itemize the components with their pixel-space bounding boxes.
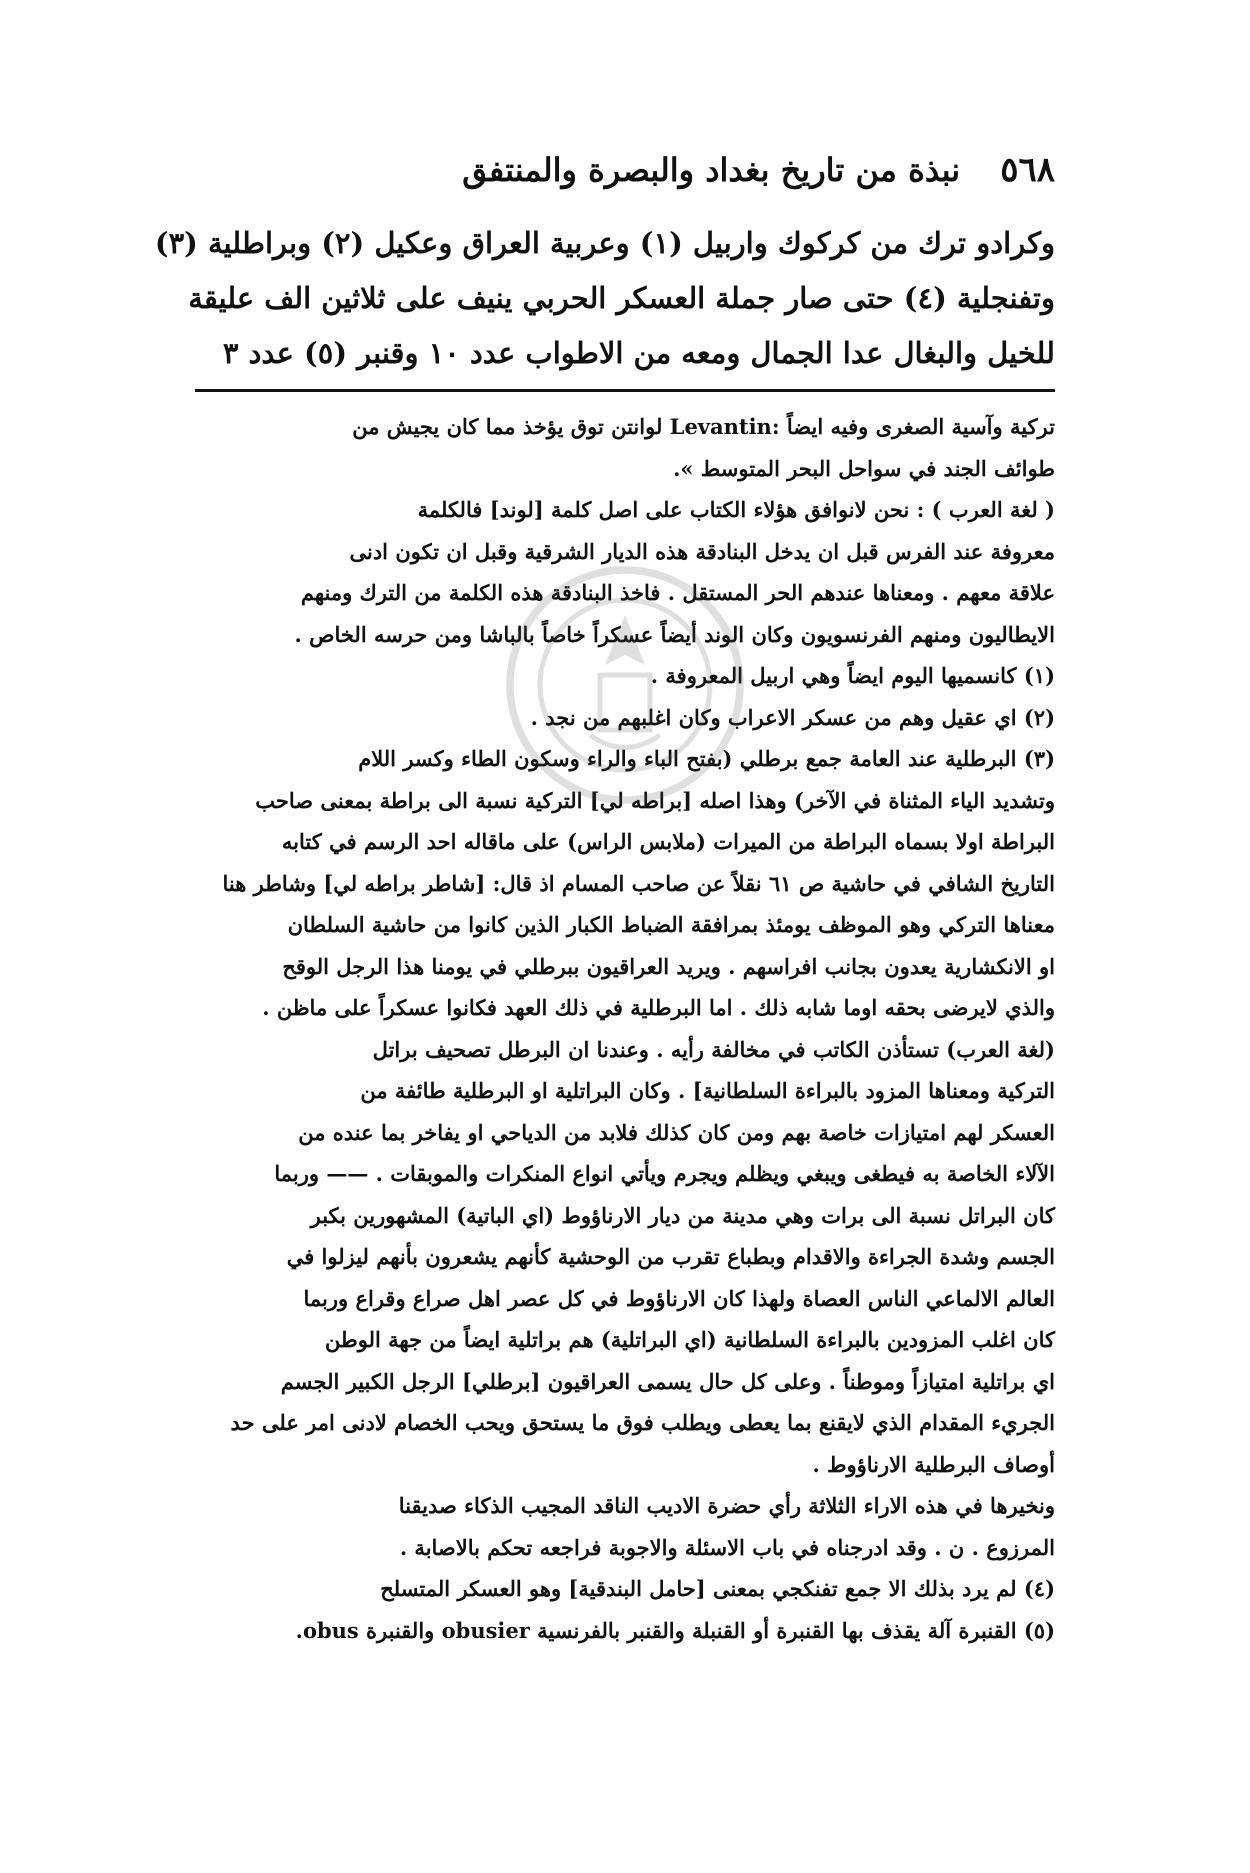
main-text-line: للخيل والبغال عدا الجمال ومعه من الاطواب عدد ١٠ وقنبر (٥) عدد ٣ [222,336,1055,370]
footnote-line: علاقة معهم . ومعناها عندهم الحر المستقل . فاخذ البنادقة هذه الكلمة من الترك ومنهم [300,580,1055,605]
footnote-line: الجسم وشدة الجراءة والاقدام وبطباع تقرب من الوحشية كأنهم يشعرون بأنهم ليزلوا في [286,1244,1055,1269]
footnote-line: اي براتلية امتيازاً وموطناً . وعلى كل حال يسمى العراقيون [برطلي] الرجل الكبير الجسم [280,1368,1055,1394]
footnote-line: الجريء المقدام الذي لايقنع بما يعطى ويطلب فوق ما يستحق ويحب الخصام لادنى امر على حد [230,1410,1055,1435]
footnote-line: (لغة العرب) تستأذن الكاتب في مخالفة رأيه . وعندنا ان البرطل تصحيف براتل [372,1036,1055,1062]
footnote-line: ونخيرها في هذه الاراء الثلاثة رأي حضرة الاديب الناقد المجيب الذكاء صديقنا [398,1493,1055,1518]
footnote-line: المرزوع . ن . وقد ادرجناه في باب الاسئلة والاجوبة فراجعه تحكم بالاصابة . [399,1534,1055,1560]
footnote-line: العالم الالماعي الناس العصاة ولهذا كان الارناؤوط في كل عصر اهل صراع وقراع وربما [303,1285,1055,1311]
footnote-line: كان اغلب المزودين بالبراءة السلطانية (اي البراتلية) هم براتلية ايضاً من جهة الوطن [325,1327,1055,1352]
footnote-line: وتشديد الياء المثناة في الآخر) وهذا اصله [براطه لي] التركية نسبة الى براطة بمعنى صاحب [255,787,1055,813]
footnote-line: طوائف الجند في سواحل البحر المتوسط ». [673,455,1055,481]
page-number: ٥٦٨ [1000,150,1055,190]
main-text-line: وتفنجلية (٤) حتى صار جملة العسكر الحربي ينيف على ثلاثين الف عليقة [188,281,1055,315]
running-title: نبذة من تاريخ بغداد والبصرة والمنتفق [462,151,961,189]
seal-watermark-icon [500,560,750,810]
footnote-line: معروفة عند الفرس قبل ان يدخل البنادقة هذه الديار الشرقية وقبل ان تكون ادنى [349,538,1055,564]
footnote-line: البراطة اولا بسماه البراطة من الميرات (ملابس الراس) على ماقاله احد الرسم في كتابه [281,829,1055,854]
footnote-line: (٤) لم يرد بذلك الا جمع تفنكجي بمعنى [حامل البندقية] وهو العسكر المتسلح [380,1576,1055,1601]
footnote-line: الآلاء الخاصة به فيطغى ويبغي ويظلم ويجرم ويأتي انواع المنكرات والموبقات . —— وربما [274,1161,1055,1186]
footnote-line: او الانكشارية يعدون بجانب افراسهم . ويريد العراقيون ببرطلي في يومنا هذا الرجل الوقح [282,953,1055,979]
footnote-line: (٥) القنبرة آلة يقذف بها القنبرة أو القنبلة والقنبر بالفرنسية obusier والقنبرة obus. [295,1617,1055,1643]
footnote-line: ( لغة العرب ) : نحن لانوافق هؤلاء الكتاب على اصل كلمة [لوند] فالكلمة [417,497,1055,522]
footnote-divider [195,389,1055,392]
footnote-line: تركية وآسية الصغرى وفيه ايضاً :Levantin لوانتن توق يؤخذ مما كان يجيش من [352,414,1055,439]
footnote-line: معناها التركي وهو الموظف يومئذ بمرافقة الضباط الكبار الذين كانوا من حاشية السلطان [287,912,1055,937]
footnote-line: التاريخ الشافي في حاشية ص ٦١ نقلاً عن صاحب المسام اذ قال: [شاطر براطه لي] وشاطر هنا [222,870,1055,896]
document-page [154,150,1055,1651]
footnote-line: التركية ومعناها المزود بالبراءة السلطانية] . وكان البراتلية او البرطلية طائفة من [360,1078,1055,1103]
page-header [195,150,1055,202]
footnote-line: (٢) اي عقيل وهم من عسكر الاعراب وكان اغلبهم من نجد . [530,704,1055,730]
footnote-line: كان البراتل نسبة الى برات وهي مدينة من ديار الارناؤوط (اي الباتية) المشهورين بكبر [310,1202,1055,1228]
footnote-line: (٣) البرطلية عند العامة جمع برطلي (بفتح الباء والراء وسكون الطاء وكسر اللام [358,746,1055,771]
footnote-line: والذي لايرضى بحقه اوما شابه ذلك . اما البرطلية في ذلك العهد فكانوا عسكراً على ماظن . [262,995,1055,1020]
main-text-line: وكرادو ترك من كركوك واربيل (١) وعربية العراق وعكيل (٢) وبراطلية (٣) [154,226,1055,260]
footnote-line: العسكر لهم امتيازات خاصة بهم ومن كان كذلك فلابد من الدياحي او يفاخر بما عنده من [298,1119,1055,1145]
footnote-line: الايطاليون ومنهم الفرنسويون وكان الوند أيضاً عسكراً خاصاً بالباشا ومن حرسه الخاص . [294,621,1055,647]
footnote-line: أوصاف البرطلية الارناؤوط . [812,1451,1055,1477]
main-text [154,216,1055,381]
footnote-line: (١) كانسميها اليوم ايضاً وهي اربيل المعروفة . [650,663,1055,688]
